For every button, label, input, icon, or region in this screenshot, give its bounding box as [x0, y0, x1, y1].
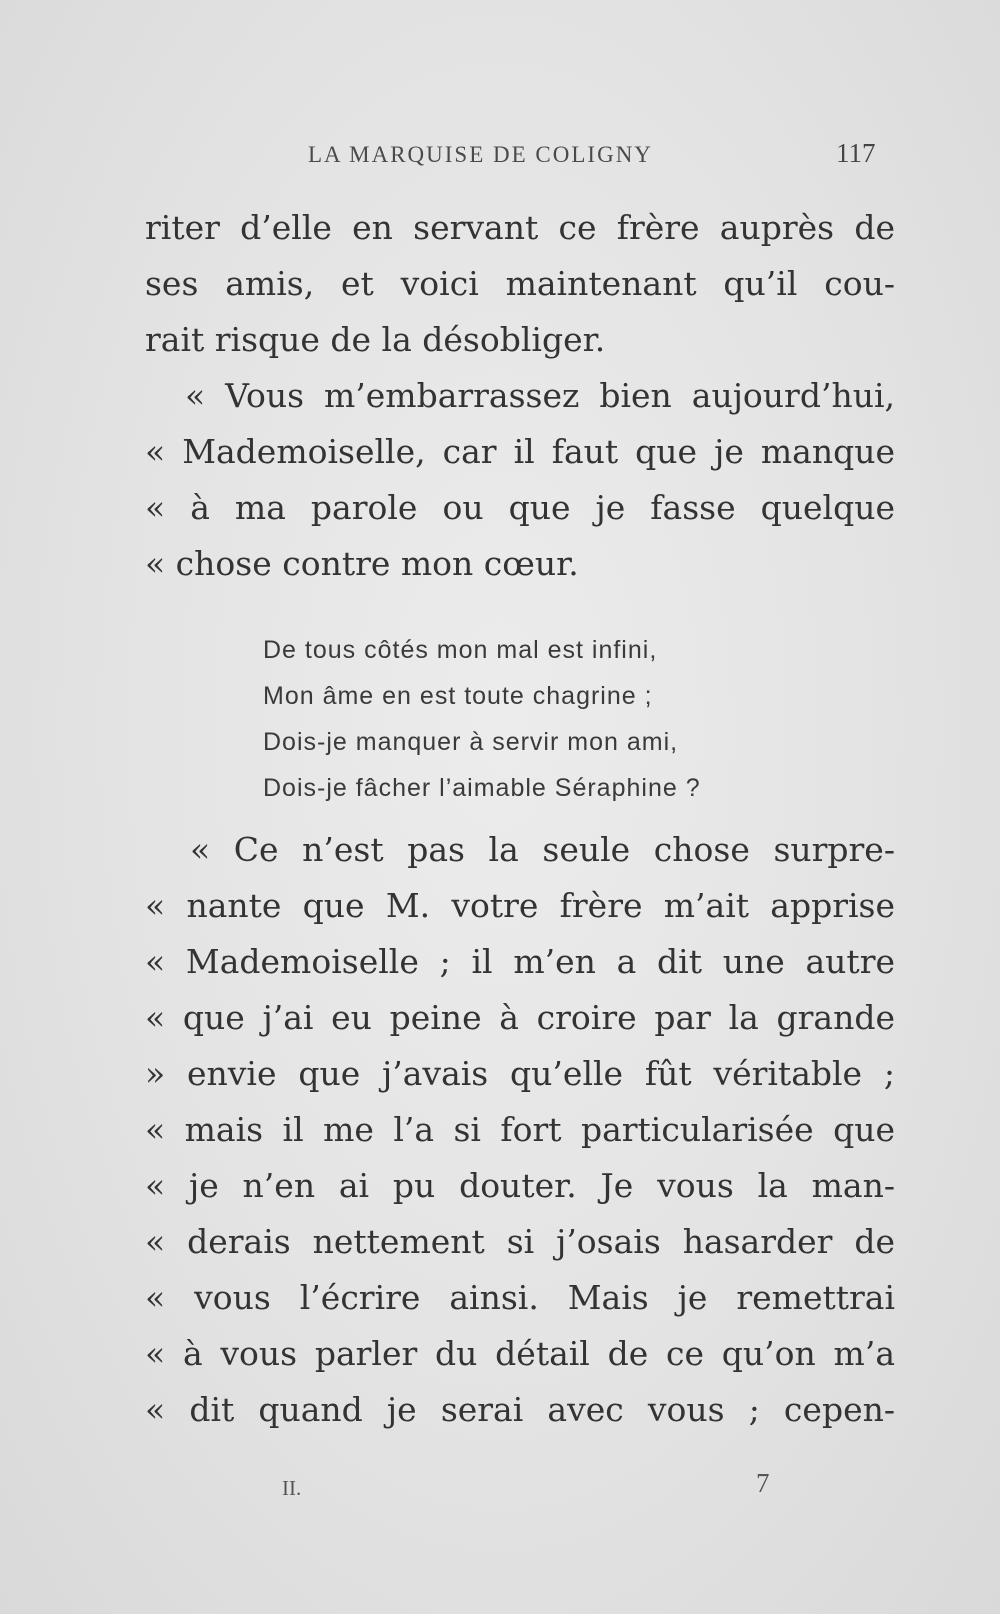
text-line: « Ce n’est pas la seule chose surpre- [190, 830, 895, 869]
text-line: « Mademoiselle, car il faut que je manque [145, 432, 895, 471]
text-line: rait risque de la désobliger. [145, 320, 606, 359]
text-line: « Mademoiselle ; il m’en a dit une autre [145, 942, 895, 981]
text-line: ses amis, et voici maintenant qu’il cou- [145, 264, 895, 303]
page-header [300, 138, 900, 178]
signature-mark: II. [282, 1476, 302, 1500]
text-line: riter d’elle en servant ce frère auprès de [145, 208, 895, 247]
verse-line: Dois-je manquer à servir mon ami, [263, 728, 679, 756]
text-line: « Vous m’embarrassez bien aujourd’hui, [185, 376, 895, 415]
text-line: « à ma parole ou que je fasse quelque [145, 488, 895, 527]
verse-line: Dois-je fâcher l’aimable Séraphine ? [263, 774, 701, 802]
page-number: 117 [836, 138, 876, 168]
text-line: « chose contre mon cœur. [145, 544, 579, 583]
verse-line: De tous côtés mon mal est infini, [263, 636, 658, 664]
text-line: « vous l’écrire ainsi. Mais je remettrai [145, 1278, 895, 1317]
text-line: « que j’ai eu peine à croire par la grande [145, 998, 895, 1037]
text-line: « derais nettement si j’osais hasarder de [145, 1222, 895, 1261]
verse-line: Mon âme en est toute chagrine ; [263, 682, 653, 710]
running-title: LA MARQUISE DE COLIGNY [308, 142, 653, 167]
gathering-number: 7 [756, 1468, 770, 1498]
text-line: « dit quand je serai avec vous ; cepen- [145, 1390, 895, 1429]
text-line: » envie que j’avais qu’elle fût véritable ; [145, 1054, 895, 1093]
text-line: « à vous parler du détail de ce qu’on m’a [145, 1334, 895, 1373]
text-line: « je n’en ai pu douter. Je vous la man- [145, 1166, 895, 1205]
text-line: « nante que M. votre frère m’ait apprise [145, 886, 895, 925]
page-footer [280, 1468, 820, 1508]
text-line: « mais il me l’a si fort particularisée que [145, 1110, 895, 1149]
verse-stanza [263, 627, 823, 811]
